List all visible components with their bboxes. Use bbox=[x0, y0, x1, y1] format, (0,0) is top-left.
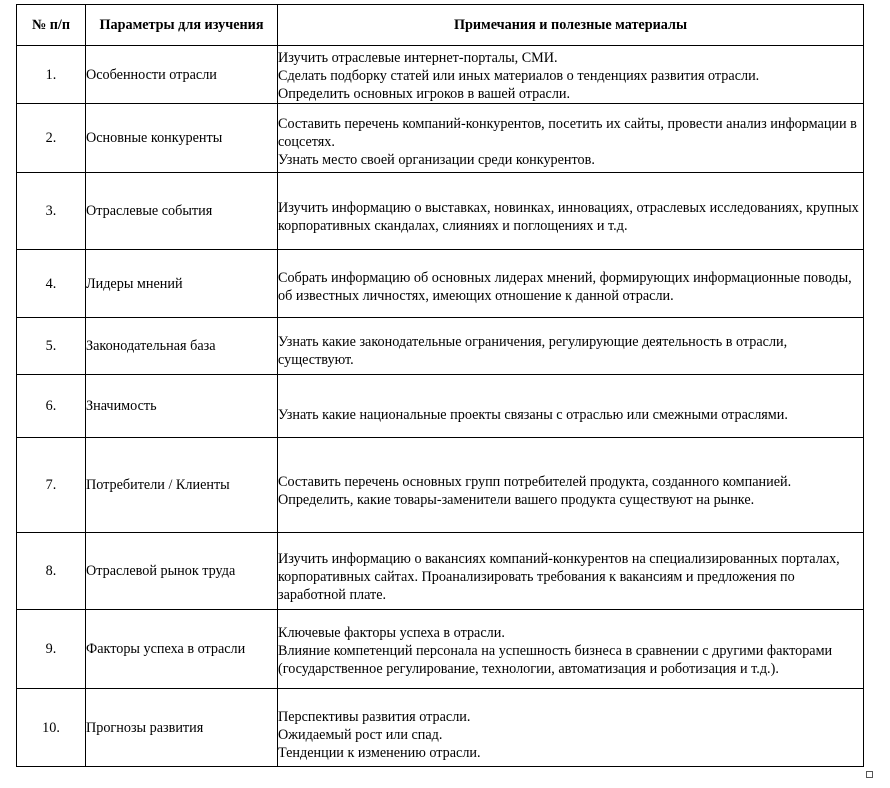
row-number: 2. bbox=[17, 104, 86, 173]
note-line: Составить перечень основных групп потребителей продукта, созданного компанией. bbox=[278, 473, 792, 490]
header-parameters: Параметры для изучения bbox=[86, 5, 278, 46]
table-row bbox=[17, 610, 864, 689]
row-notes bbox=[278, 318, 864, 375]
note-line: Перспективы развития отрасли. bbox=[278, 709, 471, 725]
note-line: Изучить отраслевые интернет-порталы, СМИ. bbox=[278, 50, 558, 66]
table-row bbox=[17, 46, 864, 104]
note-line: Изучить информацию о вакансиях компаний-конкурентов на специализированных порталах, корпоративных сайтах. Проанализировать требования к вакансиям и предложения по заработной плате. bbox=[278, 550, 840, 603]
table-row bbox=[17, 689, 864, 767]
row-number: 4. bbox=[17, 250, 86, 318]
note-line: Тенденции к изменению отрасли. bbox=[278, 745, 481, 761]
row-parameter: Основные конкуренты bbox=[86, 104, 278, 173]
note-line: Определить основных игроков в вашей отрасли. bbox=[278, 86, 571, 102]
table-row bbox=[17, 318, 864, 375]
note-line: Ключевые факторы успеха в отрасли. bbox=[278, 624, 505, 641]
note-line: Собрать информацию об основных лидерах мнений, формирующих информационные поводы, об известных личностях, имеющих отношение к данной отрасли. bbox=[278, 269, 852, 304]
row-parameter: Прогнозы развития bbox=[86, 689, 278, 767]
row-notes bbox=[278, 104, 864, 173]
row-notes bbox=[278, 438, 864, 533]
row-number: 6. bbox=[17, 375, 86, 438]
table-body bbox=[17, 46, 864, 767]
note-line: Сделать подборку статей или иных материалов о тенденциях развития отрасли. bbox=[278, 68, 760, 84]
parameters-table bbox=[16, 4, 864, 767]
row-notes bbox=[278, 375, 864, 438]
note-line: Узнать какие законодательные ограничения, регулирующие деятельность в отрасли, существуют. bbox=[278, 334, 788, 368]
row-parameter: Особенности отрасли bbox=[86, 46, 278, 104]
row-notes bbox=[278, 173, 864, 250]
row-number: 1. bbox=[17, 46, 86, 104]
row-notes bbox=[278, 689, 864, 767]
table-row bbox=[17, 104, 864, 173]
note-line: Определить, какие товары-заменители вашего продукта существуют на рынке. bbox=[278, 491, 755, 508]
row-number: 8. bbox=[17, 533, 86, 610]
header-notes: Примечания и полезные материалы bbox=[278, 5, 864, 46]
row-number: 9. bbox=[17, 610, 86, 689]
table-row bbox=[17, 438, 864, 533]
row-parameter: Отраслевые события bbox=[86, 173, 278, 250]
table-row bbox=[17, 375, 864, 438]
row-notes bbox=[278, 250, 864, 318]
note-line: Узнать место своей организации среди конкурентов. bbox=[278, 152, 595, 168]
row-notes bbox=[278, 610, 864, 689]
table-row bbox=[17, 250, 864, 318]
row-parameter: Потребители / Клиенты bbox=[86, 438, 278, 533]
row-parameter: Факторы успеха в отрасли bbox=[86, 610, 278, 689]
row-number: 7. bbox=[17, 438, 86, 533]
header-number: № п/п bbox=[17, 5, 86, 46]
note-line: Узнать какие национальные проекты связаны с отраслью или смежными отраслями. bbox=[278, 407, 788, 423]
note-line: Влияние компетенций персонала на успешность бизнеса в сравнении с другими факторами (государственное регулирование, технологии, автоматизация и роботизация и т.д.). bbox=[278, 642, 833, 677]
row-parameter: Отраслевой рынок труда bbox=[86, 533, 278, 610]
table-header-row bbox=[17, 5, 864, 46]
row-number: 10. bbox=[17, 689, 86, 767]
row-parameter: Лидеры мнений bbox=[86, 250, 278, 318]
table-resize-handle[interactable] bbox=[866, 771, 873, 778]
row-parameter: Значимость bbox=[86, 375, 278, 438]
row-parameter: Законодательная база bbox=[86, 318, 278, 375]
row-number: 3. bbox=[17, 173, 86, 250]
row-notes bbox=[278, 533, 864, 610]
row-notes bbox=[278, 46, 864, 104]
row-number: 5. bbox=[17, 318, 86, 375]
note-line: Изучить информацию о выставках, новинках, инновациях, отраслевых исследованиях, крупных корпоративных скандалах, слияниях и поглощениях и т.д. bbox=[278, 200, 859, 234]
note-line: Ожидаемый рост или спад. bbox=[278, 727, 443, 743]
table-row bbox=[17, 533, 864, 610]
table-row bbox=[17, 173, 864, 250]
note-line: Составить перечень компаний-конкурентов, посетить их сайты, провести анализ информации в соцсетях. bbox=[278, 116, 857, 150]
